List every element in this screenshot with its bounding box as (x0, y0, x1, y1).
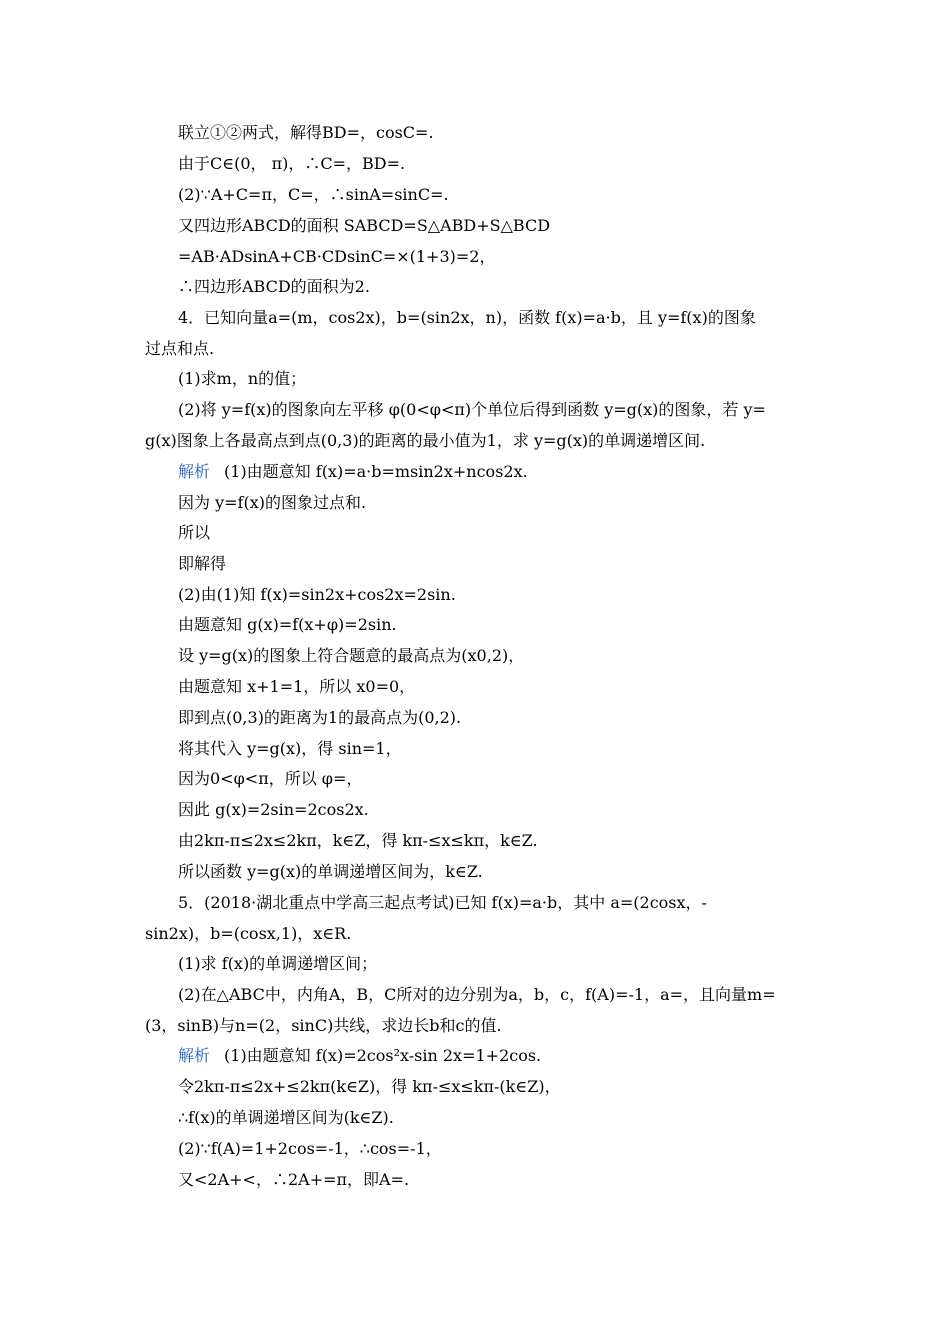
text-line: (2)∵A+C=π，C=，∴sinA=sinC=. (178, 185, 449, 204)
text-line: (2)由(1)知 f(x)=sin2x+cos2x=2sin. (178, 585, 456, 604)
text-line: 所以函数 y=g(x)的单调递增区间为，k∈Z. (178, 862, 483, 881)
text-line: 由题意知 x+1=1，所以 x0=0， (178, 677, 416, 696)
text-line: 联立①②两式，解得BD=，cosC=. (178, 123, 434, 142)
text-line: g(x)图象上各最高点到点(0,3)的距离的最小值为1，求 y=g(x)的单调递增区间. (145, 431, 706, 450)
text-line: (3，sinB)与n=(2，sinC)共线，求边长b和c的值. (145, 1016, 502, 1035)
text-line: 因为0<φ<π，所以 φ=， (178, 769, 363, 788)
text-line: 由2kπ-π≤2x≤2kπ，k∈Z，得 kπ-≤x≤kπ，k∈Z. (178, 831, 538, 850)
text-line: 过点和点. (145, 339, 215, 358)
text-line: =AB·ADsinA+CB·CDsinC=×(1+3)=2， (178, 247, 496, 266)
text-line: (1)由题意知 f(x)=2cos²x-sin 2x=1+2cos. (224, 1046, 542, 1065)
text-line: ∴f(x)的单调递增区间为(k∈Z). (178, 1108, 394, 1127)
text-line: (2)在△ABC中，内角A，B，C所对的边分别为a，b，c，f(A)=-1，a=，且向量m= (178, 985, 776, 1004)
text-line: 令2kπ-π≤2x+≤2kπ(k∈Z)，得 kπ-≤x≤kπ-(k∈Z)， (178, 1077, 561, 1096)
text-line: (2)∵f(A)=1+2cos=-1，∴cos=-1， (178, 1139, 442, 1158)
text-line: 即解得 (178, 554, 227, 573)
text-line: 由于C∈(0， π)，∴C=，BD=. (178, 154, 406, 173)
text-line: 因此 g(x)=2sin=2cos2x. (178, 800, 369, 819)
text-line: 又四边形ABCD的面积 SABCD=S△ABD+S△BCD (178, 216, 551, 235)
text-line: (1)由题意知 f(x)=a·b=msin2x+ncos2x. (224, 462, 528, 481)
analysis-line (178, 1045, 541, 1067)
text-line: 又<2A+<，∴2A+=π，即A=. (178, 1170, 410, 1189)
text-line: (1)求 f(x)的单调递增区间； (178, 954, 378, 973)
text-line: 由题意知 g(x)=f(x+φ)=2sin. (178, 615, 397, 634)
analysis-label: 解析 (178, 1046, 211, 1065)
analysis-line (178, 461, 528, 483)
text-line: 所以 (178, 523, 211, 542)
text-line: (1)求m，n的值； (178, 369, 307, 388)
analysis-label: 解析 (178, 462, 211, 481)
text-line: 将其代入 y=g(x)，得 sin=1， (178, 739, 402, 758)
text-line: 因为 y=f(x)的图象过点和. (178, 493, 367, 512)
problem-5-statement: 5．(2018·湖北重点中学高三起点考试)已知 f(x)=a·b，其中 a=(2cosx，- (178, 893, 707, 912)
problem-4-statement: 4．已知向量a=(m，cos2x)，b=(sin2x，n)，函数 f(x)=a·b，且 y=f(x)的图象 (178, 308, 756, 327)
text-line: 即到点(0,3)的距离为1的最高点为(0,2). (178, 708, 462, 727)
text-line: sin2x)，b=(cosx,1)，x∈R. (145, 924, 352, 943)
text-line: (2)将 y=f(x)的图象向左平移 φ(0<φ<π)个单位后得到函数 y=g(x)的图象，若 y= (178, 400, 766, 419)
text-line: ∴四边形ABCD的面积为2. (178, 277, 370, 296)
text-line: 设 y=g(x)的图象上符合题意的最高点为(x0,2)， (178, 646, 525, 665)
